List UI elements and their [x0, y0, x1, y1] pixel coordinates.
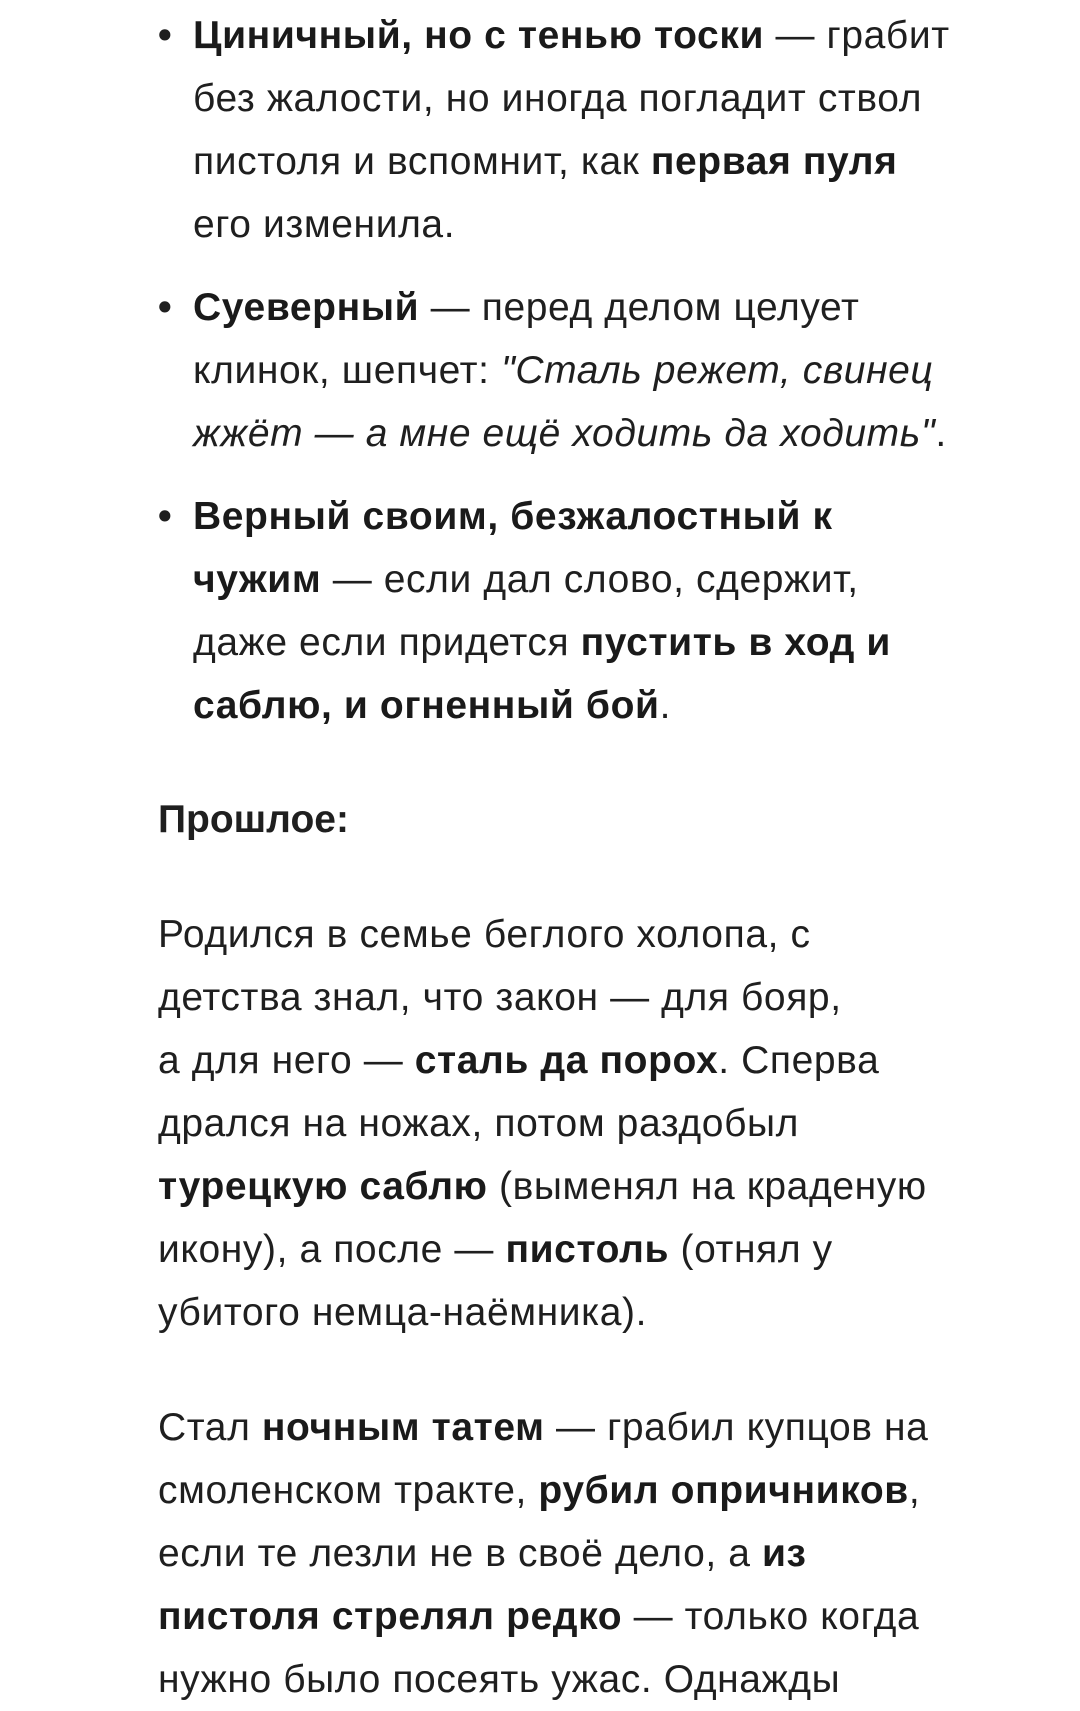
bullet-icon: • — [158, 14, 173, 57]
section-heading: Прошлое: — [158, 798, 349, 841]
paragraph: Стал ночным татем — грабил купцов на смоленском тракте, рубил опричников, если те лезли не в своё дело, а из пистоля стрелял редко — только когда нужно было посеять ужас. Однажды — [158, 1406, 929, 1701]
bullet-icon: • — [158, 286, 173, 329]
list-item: • Циничный, но с тенью тоски — грабит без жалости, но иногда погладит ствол пистоля и вспомнит, как первая пуля его изменила. — [158, 4, 1048, 256]
list-item: • Суеверный — перед делом целует клинок, шепчет: "Сталь режет, свинец жжёт — а мне ещё ходить да ходить". — [158, 276, 1048, 465]
traits-list — [158, 4, 1048, 757]
bullet-icon: • — [158, 495, 173, 538]
list-item: • Верный своим, безжалостный к чужим — если дал слово, сдержит, даже если придется пустить в ход и саблю, и огненный бой. — [158, 485, 1048, 737]
paragraph: Родился в семье беглого холопа, с детства знал, что закон — для бояр, а для него — сталь да порох. Сперва дрался на ножах, потом раздобыл турецкую саблю (выменял на краденую икону), а после — пистоль (отнял у убитого немца-наёмника). — [158, 913, 927, 1334]
